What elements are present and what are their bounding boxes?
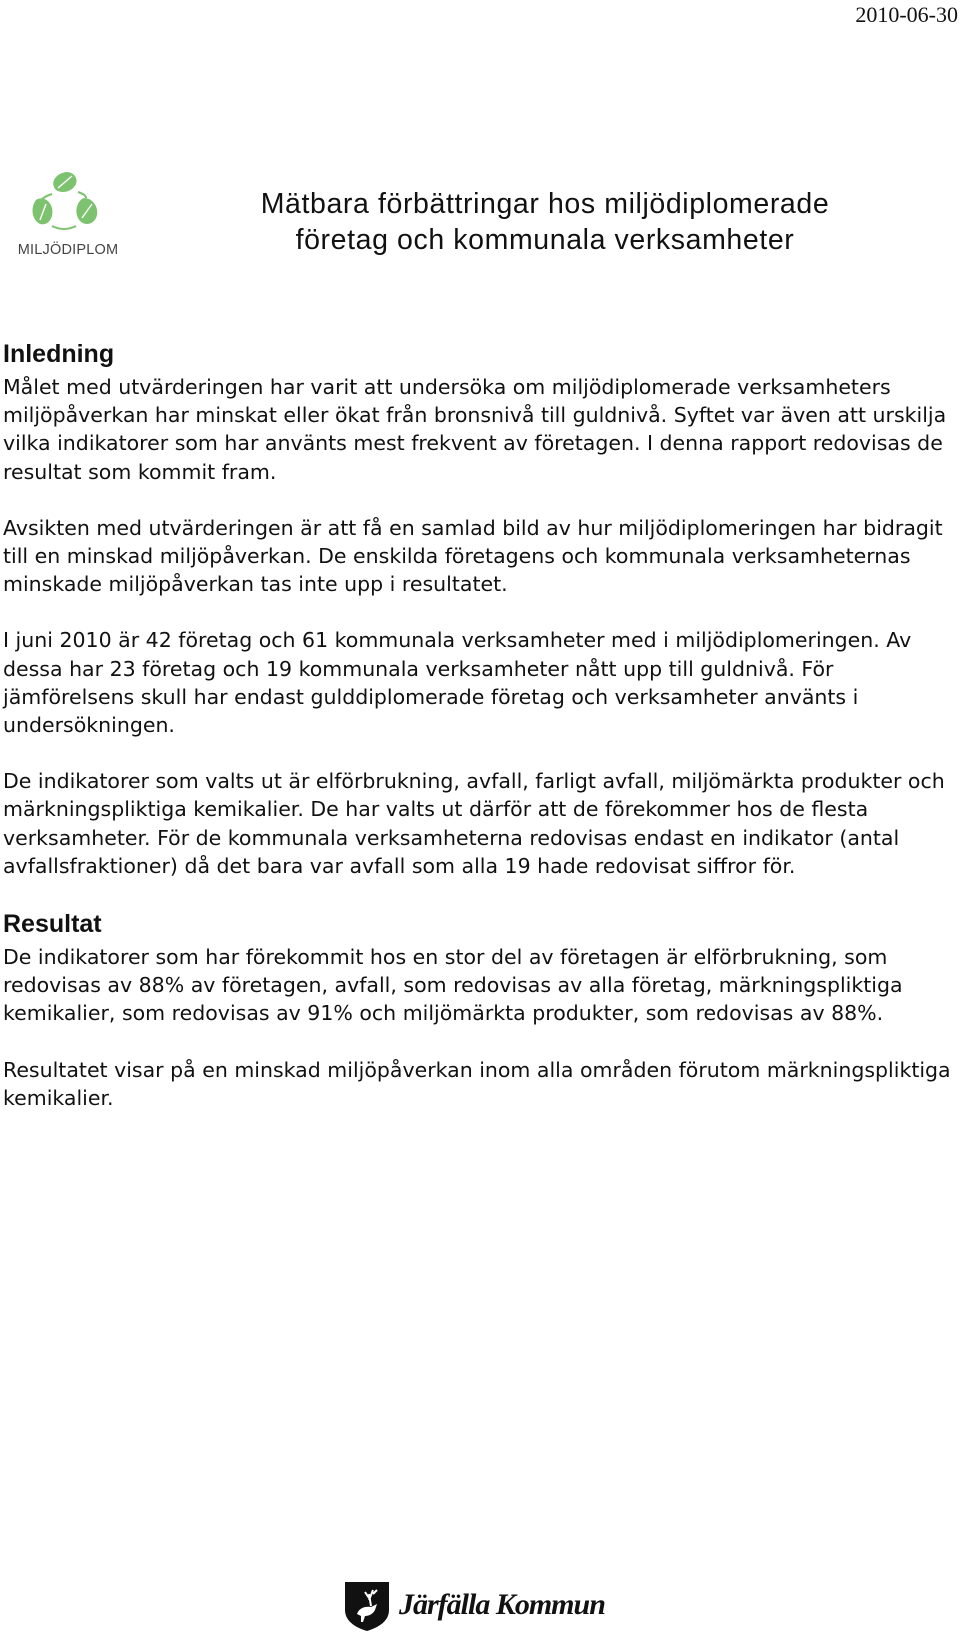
paragraph: De indikatorer som valts ut är elförbrukning, avfall, farligt avfall, miljömärkta produkter och märkningspliktiga kemikalier. De har valts ut därför att de förekommer hos de flesta verksamheter. För de kommunala verksamheterna redovisas endast en indikator (antal avfallsfraktioner) då det bara var avfall som alla 19 hade redovisat siffror för. — [3, 769, 945, 878]
paragraph: Avsikten med utvärderingen är att få en samlad bild av hur miljödiplomeringen har bidragit till en minskad miljöpåverkan. De enskilda företagens och kommunala verksamheternas minskade miljöpåverkan tas inte upp i resultatet. — [3, 515, 943, 597]
paragraph: Resultatet visar på en minskad miljöpåverkan inom alla områden förutom märkningspliktiga kemikalier. — [3, 1057, 951, 1110]
footer-brand-text: Järfälla Kommun — [399, 1588, 605, 1621]
paragraph: Målet med utvärderingen har varit att undersöka om miljödiplomerade verksamheters miljöpåverkan har minskat eller ökat från bronsnivå till guldnivå. Syftet var även att urskilja vilka indikatorer som har använts mest frekvent av företagen. I denna rapport redovisas de resultat som kommit fram. — [3, 375, 947, 484]
leaf-recycle-icon — [6, 170, 126, 240]
section-heading-resultat: Resultat — [3, 910, 102, 939]
section-resultat — [3, 908, 955, 1112]
title-line-1: Mätbara förbättringar hos miljödiplomerade — [260, 188, 830, 220]
footer-logo — [343, 1580, 603, 1636]
document-body — [3, 338, 955, 1140]
document-date: 2010-06-30 — [855, 2, 958, 27]
paragraph: De indikatorer som har förekommit hos en stor del av företagen är elförbrukning, som redovisas av 88% av företagen, avfall, som redovisas av alla företag, märkningspliktiga kemikalier, som redovisas av 91% och miljömärkta produkter, som redovisas av 88%. — [3, 945, 903, 1026]
municipal-crest-icon — [343, 1580, 391, 1632]
document-title — [150, 186, 940, 258]
title-line-2: företag och kommunala verksamheter — [295, 224, 795, 256]
logo-text: MILJÖDIPLOM — [17, 242, 119, 258]
section-inledning — [3, 338, 955, 880]
section-heading-inledning: Inledning — [3, 340, 115, 368]
paragraph: I juni 2010 är 42 företag och 61 kommunala verksamheter med i miljödiplomeringen. Av dessa har 23 företag och 19 kommunala verksamheter nått upp till guldnivå. För jämförelsens skull har endast gulddiplomerade företag och verksamheter använts i undersökningen. — [3, 628, 912, 738]
miljodiplom-logo — [6, 170, 126, 262]
